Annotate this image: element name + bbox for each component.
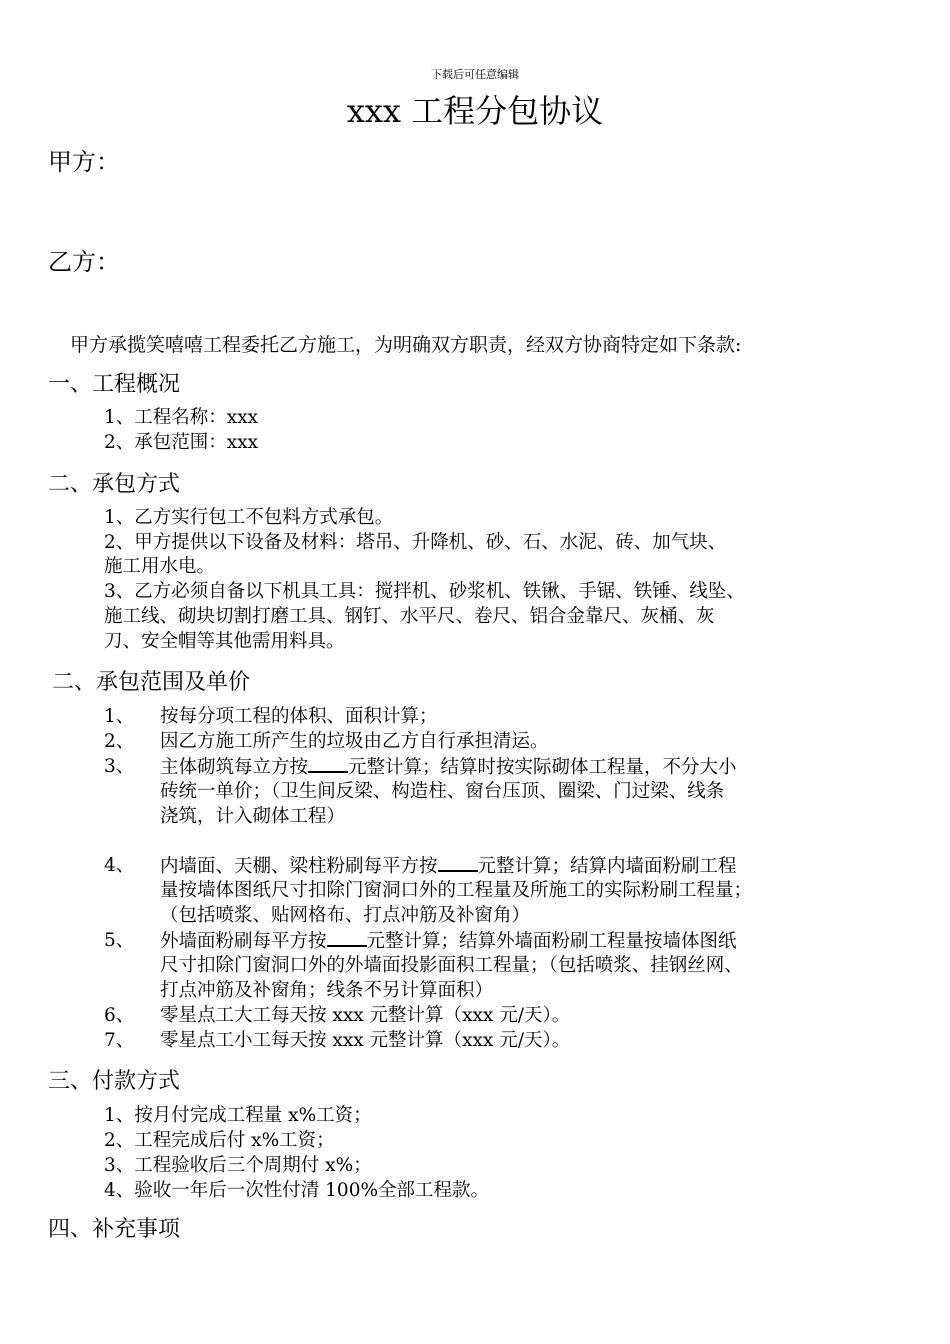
list-item-continuation: 浇筑，计入砌体工程） bbox=[160, 806, 346, 827]
list-item: 1、按月付完成工程量 x%工资； bbox=[104, 1105, 372, 1126]
list-item bbox=[160, 755, 737, 781]
fill-in-blank[interactable] bbox=[308, 755, 348, 773]
list-item: 3、工程验收后三个周期付 x%； bbox=[104, 1155, 372, 1176]
party-b-label: 乙方： bbox=[48, 248, 120, 276]
text-segment: 外墙面粉刷每平方按 bbox=[160, 931, 327, 952]
list-item-continuation: 尺寸扣除门窗洞口外的外墙面投影面积工程量；（包括喷浆、挂钢丝网、 bbox=[160, 955, 743, 976]
list-item: 因乙方施工所产生的垃圾由乙方自行承担清运。 bbox=[160, 731, 549, 752]
header-note: 下载后可任意编辑 bbox=[431, 68, 519, 81]
list-item-continuation: 打点冲筋及补窗角；线条不另计算面积） bbox=[160, 980, 494, 1001]
item-number: 2、 bbox=[104, 731, 135, 752]
section-heading-supplementary: 四、补充事项 bbox=[48, 1217, 181, 1242]
fill-in-blank[interactable] bbox=[327, 929, 367, 947]
list-item: 2、工程完成后付 x%工资； bbox=[104, 1130, 335, 1151]
item-number: 1、 bbox=[104, 706, 135, 727]
list-item-continuation: （包括喷浆、贴网格布、打点冲筋及补窗角） bbox=[160, 905, 531, 926]
list-item bbox=[160, 854, 737, 880]
list-item: 2、承包范围：xxx bbox=[104, 432, 259, 453]
list-item: 3、乙方必须自备以下机具工具：搅拌机、砂浆机、铁锹、手锯、铁锤、线坠、 bbox=[104, 581, 745, 602]
list-item: 零星点工小工每天按 xxx 元整计算（xxx 元/天）。 bbox=[160, 1030, 571, 1051]
text-segment: 内墙面、天棚、梁柱粉刷每平方按 bbox=[160, 856, 438, 877]
text-segment: 元整计算；结算内墙面粉刷工程 bbox=[477, 856, 737, 877]
section-heading-contract-method: 二、承包方式 bbox=[48, 472, 181, 497]
section-heading-payment: 三、付款方式 bbox=[48, 1069, 181, 1094]
list-item-continuation: 施工用水电。 bbox=[104, 556, 216, 577]
text-segment: 元整计算；结算外墙面粉刷工程量按墙体图纸 bbox=[366, 931, 737, 952]
list-item: 1、工程名称：xxx bbox=[104, 407, 259, 428]
list-item-continuation: 量按墙体图纸尺寸扣除门窗洞口外的工程量及所施工的实际粉刷工程量； bbox=[160, 880, 753, 901]
list-item-continuation: 施工线、砌块切割打磨工具、钢钉、水平尺、卷尺、铝合金靠尺、灰桶、灰 bbox=[104, 606, 715, 627]
list-item-continuation: 刀、安全帽等其他需用料具。 bbox=[104, 631, 345, 652]
party-a-label: 甲方： bbox=[48, 148, 120, 176]
list-item: 零星点工大工每天按 xxx 元整计算（xxx 元/天）。 bbox=[160, 1005, 571, 1026]
item-number: 5、 bbox=[104, 930, 135, 951]
item-number: 7、 bbox=[104, 1030, 135, 1051]
item-number: 3、 bbox=[104, 756, 135, 777]
list-item bbox=[160, 929, 737, 955]
list-item: 4、验收一年后一次性付清 100%全部工程款。 bbox=[104, 1180, 490, 1201]
item-number: 4、 bbox=[104, 855, 135, 876]
text-segment: 元整计算；结算时按实际砌体工程量，不分大小 bbox=[348, 757, 737, 778]
list-item: 2、甲方提供以下设备及材料：塔吊、升降机、砂、石、水泥、砖、加气块、 bbox=[104, 532, 727, 553]
document-title: xxx 工程分包协议 bbox=[346, 92, 604, 130]
list-item-continuation: 砖统一单价；（卫生间反梁、构造柱、窗台压顶、圈梁、门过梁、线条 bbox=[160, 781, 725, 802]
text-segment: 主体砌筑每立方按 bbox=[160, 757, 309, 778]
list-item: 1、乙方实行包工不包料方式承包。 bbox=[104, 507, 394, 528]
intro-paragraph: 甲方承揽笑嘻嘻工程委托乙方施工，为明确双方职责，经双方协商特定如下条款: bbox=[70, 334, 742, 356]
list-item: 按每分项工程的体积、面积计算； bbox=[160, 706, 438, 727]
fill-in-blank[interactable] bbox=[438, 854, 478, 872]
item-number: 6、 bbox=[104, 1005, 135, 1026]
section-heading-scope-price: 二、承包范围及单价 bbox=[52, 670, 251, 695]
section-heading-overview: 一、工程概况 bbox=[48, 372, 181, 397]
